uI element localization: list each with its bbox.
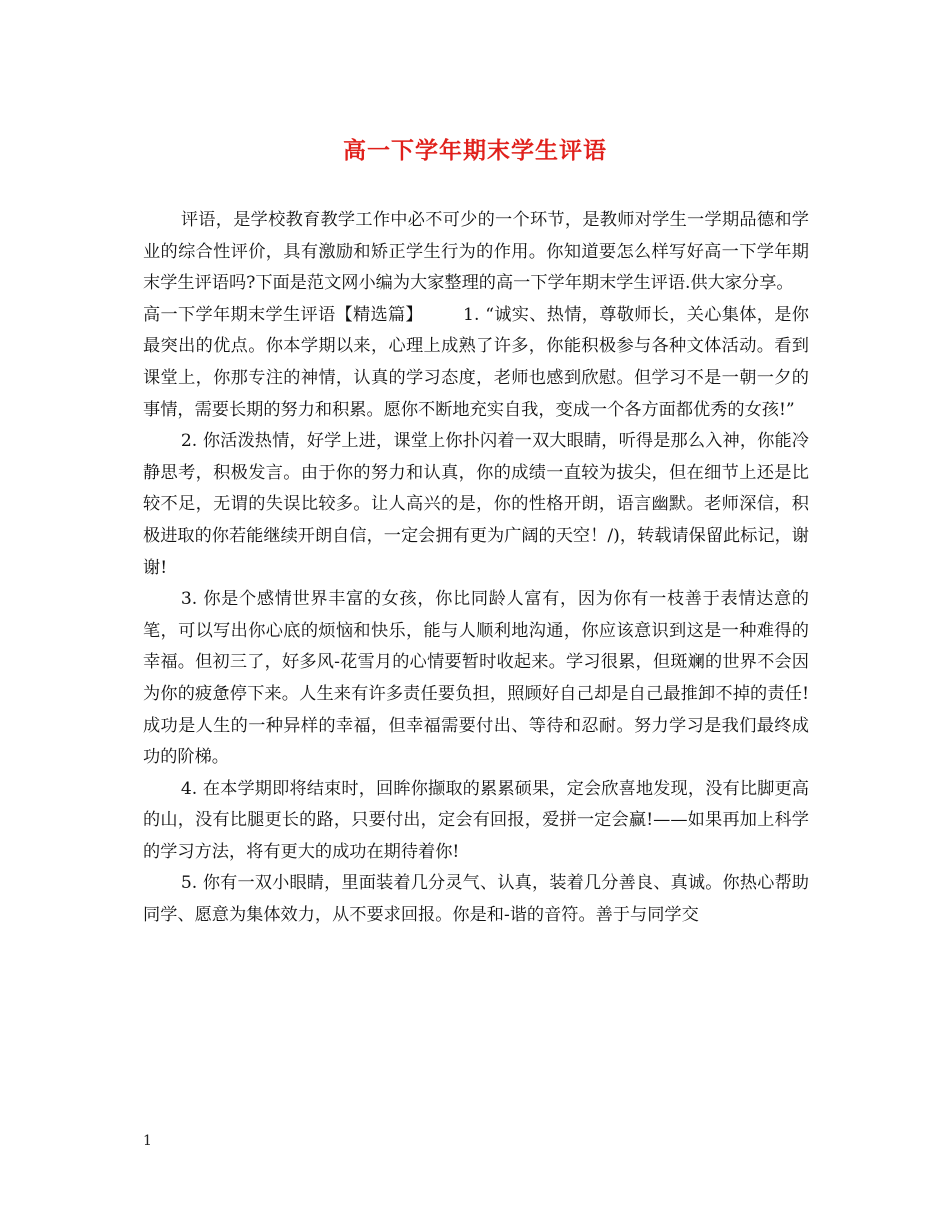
item-1-paragraph bbox=[143, 300, 809, 426]
item-5-paragraph: 5. 你有一双小眼睛，里面装着几分灵气、认真，装着几分善良、真诚。你热心帮助同学、愿意为集体效力，从不要求回报。你是和-谐的音符。善于与同学交 bbox=[143, 873, 809, 926]
document-body bbox=[143, 205, 809, 932]
item-2-paragraph: 2. 你活泼热情，好学上进，课堂上你扑闪着一双大眼睛，听得是那么入神，你能冷静思考，积极发言。由于你的努力和认真，你的成绩一直较为拔尖，但在细节上还是比较不足，无谓的失误比较多。让人高兴的是，你的性格开朗，语言幽默。老师深信，积极进取的你若能继续开朗自信，一定会拥有更为广阔的天空！/)，转载请保留此标记，谢谢! bbox=[143, 431, 809, 578]
intro-paragraph: 评语，是学校教育教学工作中必不可少的一个环节，是教师对学生一学期品德和学业的综合性评价，具有激励和矫正学生行为的作用。你知道要怎么样写好高一下学年期末学生评语吗?下面是范文网小编为大家整理的高一下学年期末学生评语.供大家分享。 bbox=[143, 210, 809, 294]
item-1-text: 1. “诚实、热情，尊敬师长，关心集体，是你最突出的优点。你本学期以来，心理上成熟了许多，你能积极参与各种文体活动。看到课堂上，你那专注的神情，认真的学习态度，老师也感到欣慰。但学习不是一朝一夕的事情，需要长期的努力和积累。愿你不断地充实自我，变成一个各方面都优秀的女孩!” bbox=[143, 304, 809, 420]
section-heading: 高一下学年期末学生评语【精选篇】 bbox=[143, 304, 424, 325]
item-3-paragraph: 3. 你是个感情世界丰富的女孩，你比同龄人富有，因为你有一枝善于表情达意的笔，可以写出你心底的烦恼和快乐，能与人顺利地沟通，你应该意识到这是一种难得的幸福。但初三了，好多风-花雪月的心情要暂时收起来。学习很累，但斑斓的世界不会因为你的疲惫停下来。人生来有许多责任要负担，照顾好自己却是自己最推卸不掉的责任!成功是人生的一种异样的幸福，但幸福需要付出、等待和忍耐。努力学习是我们最终成功的阶梯。 bbox=[143, 589, 809, 768]
document-title: 高一下学年期末学生评语 bbox=[343, 138, 607, 164]
item-4-paragraph: 4. 在本学期即将结束时，回眸你撷取的累累硕果，定会欣喜地发现，没有比脚更高的山，没有比腿更长的路，只要付出，定会有回报，爱拼一定会赢!——如果再加上科学的学习方法，将有更大的成功在期待着你! bbox=[143, 778, 809, 862]
page-number: 1 bbox=[143, 1133, 152, 1149]
